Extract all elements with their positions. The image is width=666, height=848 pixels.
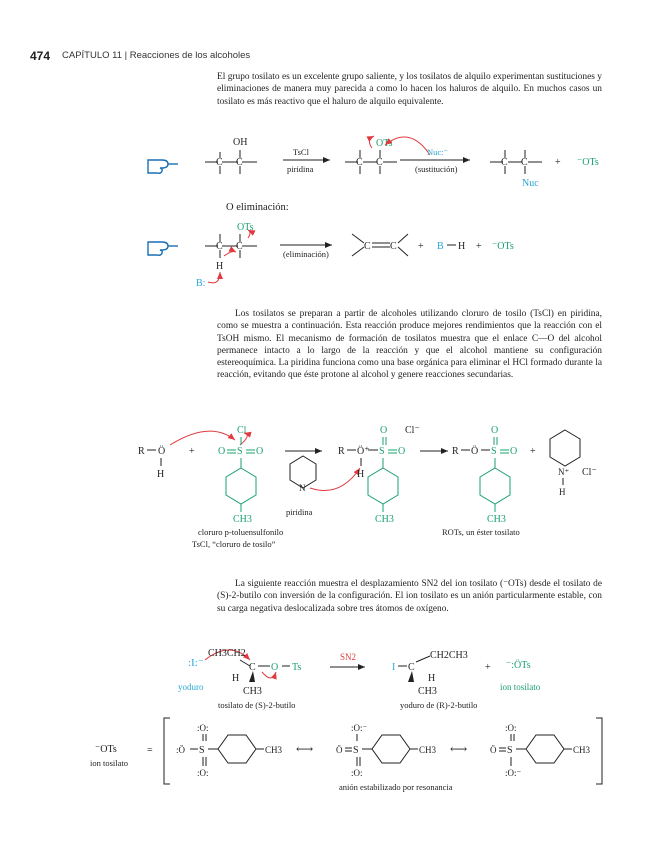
prod-o-top: O [491,425,499,436]
plus-sign: + [189,446,195,457]
product-label: yoduro de (R)-2-butilo [400,700,478,710]
tscl-o-left: O [218,446,226,457]
prod-s: S [491,446,497,457]
product-carbon: C [408,662,415,673]
tosylate-label: ion tosilato [500,682,541,692]
benzene-ring [480,468,510,504]
pyridine-label: piridina [286,507,313,517]
svg-text::O:: :O: [351,768,363,778]
carbon: C [216,241,223,252]
resonance-arrow: ⟷ [296,742,314,756]
reactant-label: tosilato de (S)-2-butilo [218,700,296,710]
scheme2-reactant [205,234,257,258]
int-o-top: O [380,425,388,436]
elimination-condition: (eliminación) [283,249,329,259]
alcohol-oxygen: Ö [158,446,166,457]
bh-b: B [437,241,444,252]
ester-oxygen: Ö [471,446,479,457]
carbon: C [356,157,363,168]
int-s: S [379,446,385,457]
resonance-arrow: ⟷ [450,742,468,756]
paragraph-3: La siguiente reacción muestra el desplazamiento SN2 del ion tosilato (⁻OTs) desde el tosilato de (S)-2-butilo con inversión de la configuración. El ion tosilato es un anión particularmente estable, con su carga negativa deslocalizada sobre tres átomos de oxígeno. [217,579,602,614]
resonance-structure-2 [336,723,418,778]
r-group: R [138,446,145,457]
bracket-right [596,718,602,784]
paragraph-1: El grupo tosilato es un excelente grupo saliente, y los tosilatos de alquilo experimentan sustituciones y eliminaciones de manera muy parecida a como lo hacen los haluros de alquilo. En muchos casos un tosilato es más reactivo que el haluro de alquilo equivalente. [217,72,602,107]
alkene-product [352,234,408,256]
nuc-product: Nuc [522,178,539,189]
carbon: C [501,157,508,168]
paragraph-2: Los tosilatos se preparan a partir de alcoholes utilizando cloruro de tosilo (TsCl) en piridina, como se muestra a continuación. Esta reacción produce mejores rendimientos que la reacción con el TsOH mismo. El mecanismo de formación de tosilatos muestra que el enlace C—O del alcohol permanece intacto a lo largo de la reacción y que el alcohol mantiene su configuración estereoquímica. La piridina funciona como una base orgánica para eliminar el HCl formado durante la reacción, evitando que éste protone al alcohol y genere reacciones secundarias. [217,309,602,381]
svg-text:Ö: Ö [490,745,497,755]
svg-text:Ö: Ö [336,745,343,755]
carbon: C [521,157,528,168]
nucleophile: Nuc:⁻ [427,147,449,157]
plus-sign: + [530,446,536,457]
ots-group: OTs [237,222,254,233]
pyridinium-ring [550,430,580,466]
benzene-ring [226,468,256,504]
substitution-label: (sustitución) [415,164,458,174]
scheme1-product [490,150,542,174]
tscl-name: cloruro p-toluensulfonilo [198,527,284,537]
svg-text::O:⁻: :O:⁻ [505,768,522,778]
resonance-structure-3 [490,723,572,778]
prod-ch3: CH3 [487,514,506,525]
plus-sign: + [555,157,561,168]
sn2-label: SN2 [340,652,357,662]
svg-text:S: S [199,745,205,756]
bracket-left [164,718,170,784]
oxonium: Ö⁺ [357,446,370,457]
r-group: R [338,446,345,457]
resonance-ch3: CH3 [573,745,591,755]
methyl-group: CH3 [243,686,262,697]
svg-text::O:⁻: :O:⁻ [351,723,368,733]
resonance-lhs-label: ion tosilato [90,758,129,768]
product-h: H [428,673,436,684]
iodide: :I:⁻ [188,657,204,669]
bh-h: H [458,241,466,252]
carbon: C [236,241,243,252]
prod-o-right: O [510,446,518,457]
svg-text:S: S [353,745,359,756]
carbon: C [364,241,371,252]
ts-group: Ts [292,662,302,673]
hydrogen: H [232,673,240,684]
chloride: Cl⁻ [582,467,597,478]
product-iodine: I [392,662,396,673]
product-ethyl: CH2CH3 [430,650,468,661]
resonance-lhs: ⁻OTs [95,744,117,755]
svg-text::O:: :O: [197,768,209,778]
leaving-group: ⁻OTs [577,157,599,168]
resonance-structure-1 [176,723,264,778]
elimination-label: O eliminación: [226,202,289,213]
pointer-hand-icon [148,242,178,255]
resonance-caption: anión estabilizado por resonancia [339,782,453,792]
leaving-group: ⁻OTs [492,241,514,252]
scheme1-tosylate [345,150,397,174]
tscl-alias: TsCl, “cloruro de tosilo” [192,539,276,549]
plus-sign: + [418,241,424,252]
carbon: C [236,157,243,168]
tscl-o-right: O [256,446,264,457]
tosylate-ion: ⁻:ÖTs [506,660,531,671]
scheme1-reactant [205,150,257,174]
carbon: C [216,157,223,168]
alcohol-h: H [157,469,165,480]
chapter-title: CAPÍTULO 11 | Reacciones de los alcoholes [62,50,251,61]
benzene-ring [368,468,398,504]
stereocenter: C [249,662,256,673]
r-group: R [452,446,459,457]
pyridine-n: N [299,483,306,493]
svg-text::O:: :O: [505,723,517,733]
iodide-label: yoduro [178,682,204,692]
chloride: Cl⁻ [405,425,420,436]
page-number: 474 [30,49,51,63]
svg-text:S: S [507,745,513,756]
resonance-ch3: CH3 [419,745,437,755]
oh-group: OH [233,137,248,148]
oxonium-h: H [357,469,365,480]
svg-text::Ö: :Ö [176,745,185,755]
pyridinium-h: H [559,487,566,497]
pyridinium-n: N⁺ [558,467,570,477]
tscl-s: S [237,446,243,457]
int-o-right: O [398,446,406,457]
ester-oxygen: O [271,662,279,673]
solvent-piridina: piridina [287,164,314,174]
svg-text::O:: :O: [197,723,209,733]
int-ch3: CH3 [375,514,394,525]
reagent-tscl: TsCl [293,147,309,157]
carbon: C [376,157,383,168]
tscl-cl: Cl [237,425,247,436]
pointer-hand-icon [148,160,178,173]
carbon: C [390,241,397,252]
hydrogen: H [216,261,224,272]
ethyl-group: CH3CH2 [208,648,246,659]
ots-group: OTs [376,138,393,149]
plus-sign: + [476,241,482,252]
base: B: [196,278,206,289]
resonance-ch3: CH3 [265,745,283,755]
tscl-ch3: CH3 [233,514,252,525]
product-name: ROTs, un éster tosilato [442,527,520,537]
equals-sign: = [147,745,153,756]
plus-sign: + [485,662,491,673]
product-methyl: CH3 [418,686,437,697]
